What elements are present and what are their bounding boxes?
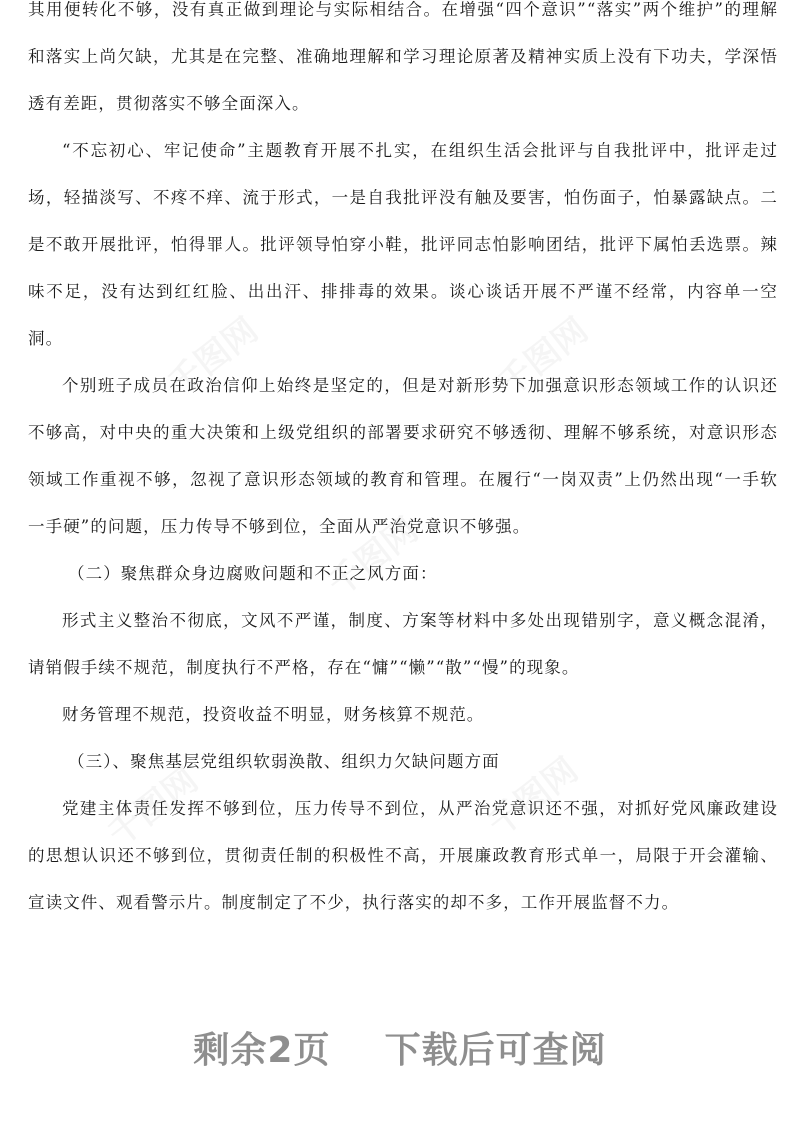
document-body xyxy=(28,0,778,926)
watermark: 千图网 xyxy=(160,310,266,405)
paragraph-2: “不忘初心、牢记使命”主题教育开展不扎实，在组织生活会批评与自我批评中，批评走过场，轻描淡写、不疼不痒、流于形式，一是自我批评没有触及要害，怕伤面子，怕暴露缺点。二是不敢开展批评，怕得罪人。批评领导怕穿小鞋，批评同志怕影响团结，批评下属怕丢选票。辣味不足，没有达到红红脸、出出汗、排排毒的效果。谈心谈话开展不严谨不经常，内容单一空洞。 xyxy=(28,141,778,348)
paragraph-3: 个别班子成员在政治信仰上始终是坚定的，但是对新形势下加强意识形态领域工作的认识还不够高，对中央的重大决策和上级党组织的部署要求研究不够透彻、理解不够系统，对意识形态领域工作重视不够，忽视了意识形态领域的教育和管理。在履行“一岗双责”上仍然出现“一手软一手硬”的问题，压力传导不够到位，全面从严治党意识不够强。 xyxy=(28,376,778,536)
paragraph-6: 党建主体责任发挥不够到位，压力传导不到位，从严治党意识还不强，对抓好党风廉政建设的思想认识还不够到位，贯彻责任制的积极性不高，开展廉政教育形式单一，局限于开会灌输、宣读文件、观看警示片。制度制定了不少，执行落实的却不多，工作开展监督不力。 xyxy=(28,799,778,912)
watermark: 千图网 xyxy=(490,310,596,405)
section-heading-2: （二）聚焦群众身边腐败问题和不正之风方面： xyxy=(68,564,438,583)
section-heading-3: （三）、聚焦基层党组织软弱涣散、组织力欠缺问题方面 xyxy=(68,752,500,771)
paragraph-1: 其用便转化不够，没有真正做到理论与实际相结合。在增强“四个意识”“落实”两个维护”的理解和落实上尚欠缺，尤其是在完整、准确地理解和学习理论原著及精神实质上没有下功夫，学深悟透有差距，贯彻落实不够全面深入。 xyxy=(28,0,778,113)
watermark: 千图网 xyxy=(100,760,206,855)
watermark: 千图网 xyxy=(480,750,586,845)
watermark: 千图网 xyxy=(320,510,426,605)
remaining-pages-notice: 剩余2页 下载后可查阅 xyxy=(193,1030,607,1071)
paragraph-4: 形式主义整治不彻底，文风不严谨，制度、方案等材料中多处出现错别字，意义概念混淆，请销假手续不规范，制度执行不严格，存在“慵”“懒”“散”“慢”的现象。 xyxy=(28,611,778,677)
paragraph-5: 财务管理不规范，投资收益不明显，财务核算不规范。 xyxy=(62,705,485,724)
